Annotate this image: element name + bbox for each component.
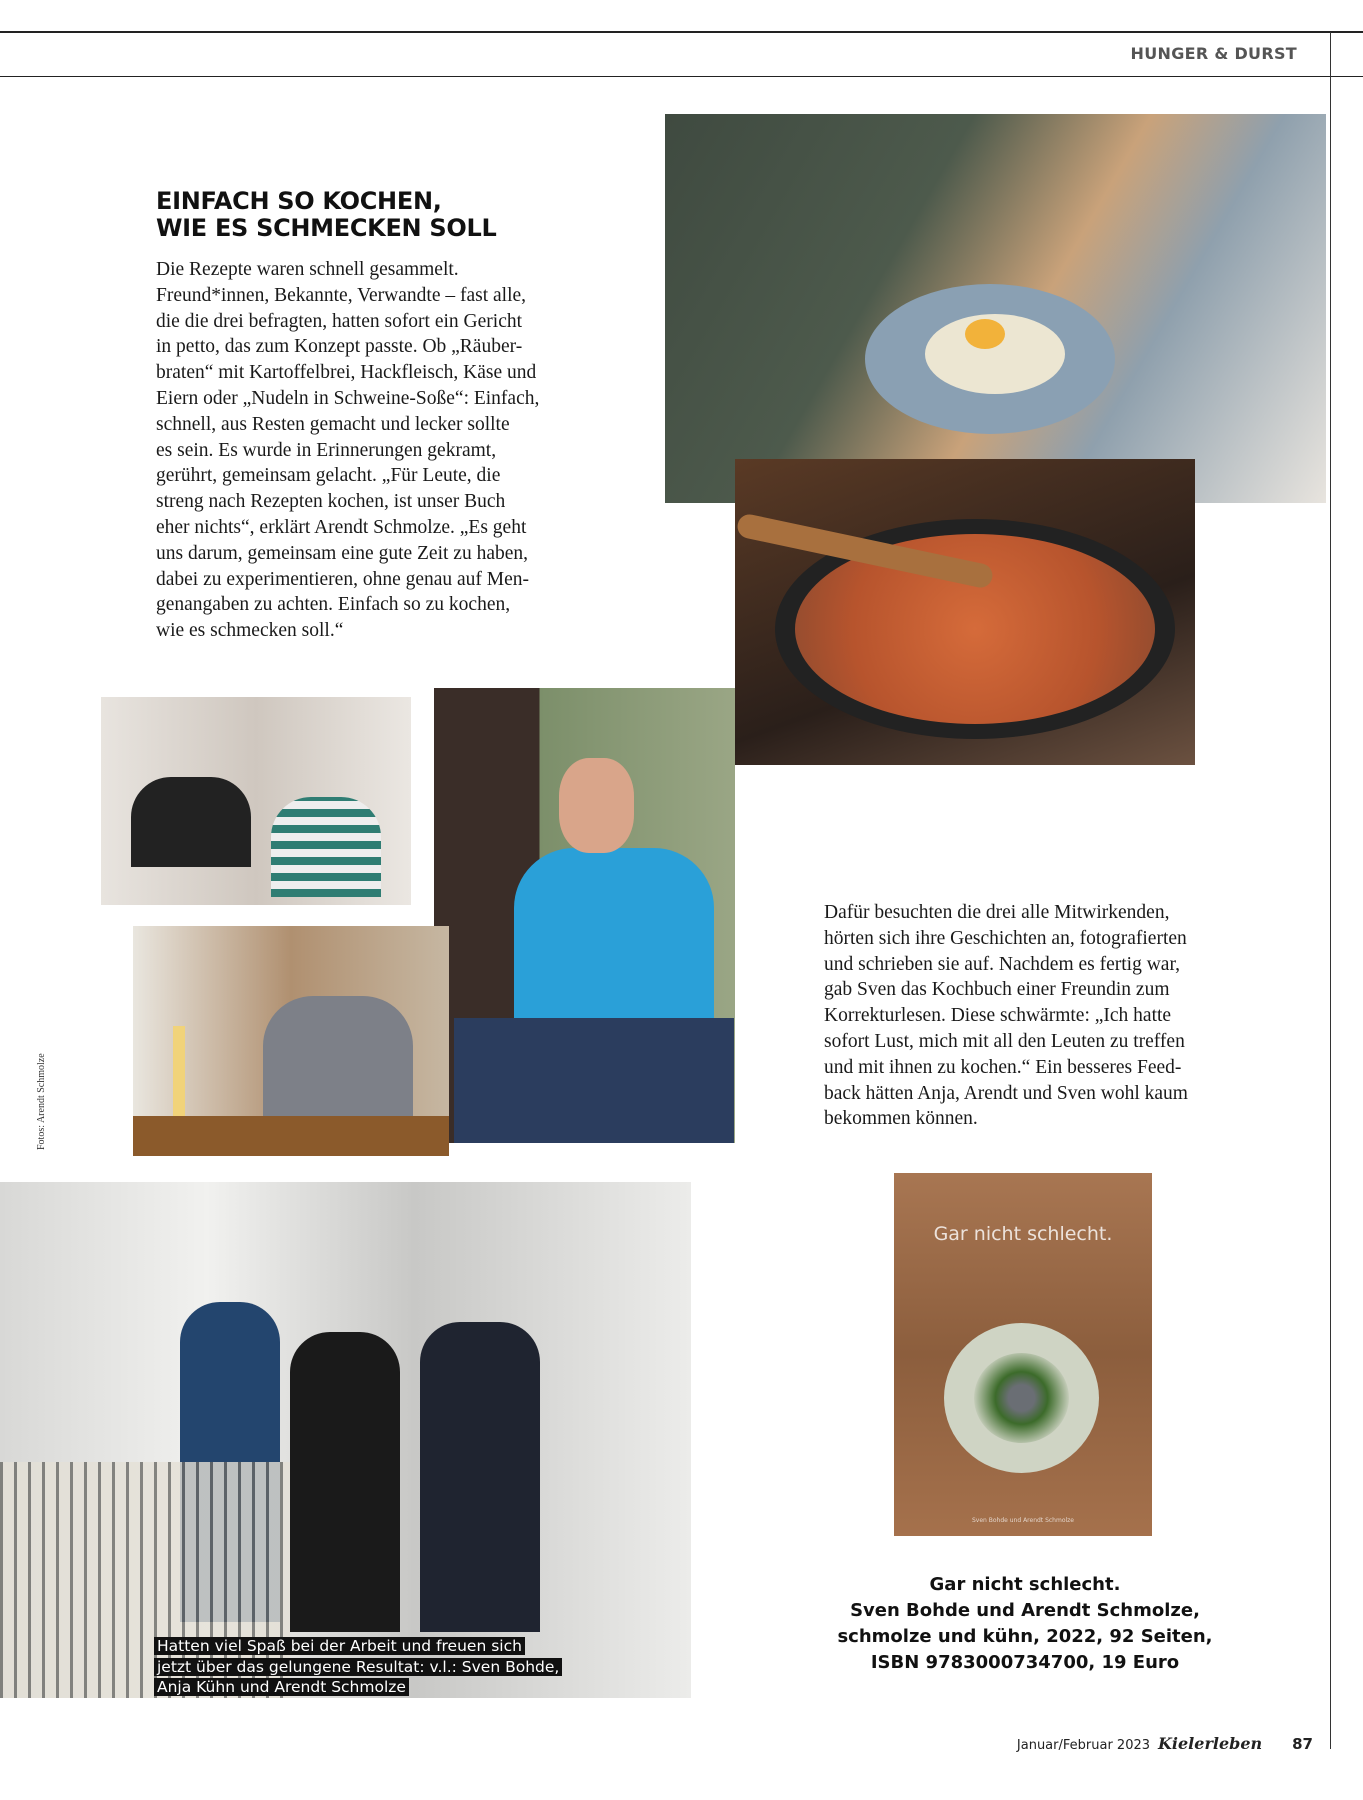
body-text-line: sofort Lust, mich mit all den Leuten zu treffen — [824, 1030, 1185, 1052]
body-text-line: Freund*innen, Bekannte, Verwandte – fast alle, — [156, 284, 527, 306]
body-text-line: hörten sich ihre Geschichten an, fotografierten — [824, 927, 1187, 949]
body-text-line: genangaben zu achten. Einfach so zu kochen, — [156, 594, 511, 616]
body-text-line: Dafür besuchten die drei alle Mitwirkenden, — [824, 902, 1170, 923]
body-text-line: in petto, das zum Konzept passte. Ob „Räuber- — [156, 336, 523, 358]
body-text-line: die die drei befragten, hatten sofort ein Gericht — [156, 310, 523, 332]
issue-date: Januar/Februar 2023 — [1016, 1738, 1151, 1753]
body-text-line: und schrieben sie auf. Nachdem es fertig war, — [824, 953, 1181, 975]
body-text-line: wie es schmecken soll.“ — [156, 620, 344, 642]
article-column-1 — [156, 257, 539, 644]
body-text-line: back hätten Anja, Arendt und Sven wohl kaum — [824, 1082, 1188, 1104]
caption-line: jetzt über das gelungene Resultat: v.l.: Sven Bohde, — [154, 1658, 562, 1676]
photo-vegetable-pan — [735, 459, 1195, 765]
body-text-line: dabei zu experimentieren, ohne genau auf Men- — [156, 568, 530, 590]
book-info-line: ISBN 9783000734700, 19 Euro — [870, 1652, 1180, 1673]
photo-older-man-eating — [434, 688, 735, 1143]
body-text-line: Die Rezepte waren schnell gesammelt. — [156, 259, 459, 280]
book-info — [830, 1572, 1220, 1676]
page-edge-rule — [1330, 32, 1331, 1749]
article-headline — [156, 188, 496, 242]
body-text-line: Korrekturlesen. Diese schwärmte: „Ich hatte — [824, 1005, 1172, 1027]
body-text-line: eher nichts“, erklärt Arendt Schmolze. „Es geht — [156, 516, 527, 538]
photo-man-at-table — [133, 926, 449, 1156]
body-text-line: Eiern oder „Nudeln in Schweine-Soße“: Einfach, — [156, 387, 540, 409]
headline-line: WIE ES SCHMECKEN SOLL — [156, 214, 497, 242]
photo-group-authors — [0, 1182, 691, 1698]
book-cover-title: Gar nicht schlecht. — [933, 1223, 1113, 1245]
body-text-line: gerührt, gemeinsam gelacht. „Für Leute, die — [156, 465, 501, 487]
body-text-line: schnell, aus Resten gemacht und lecker sollte — [156, 413, 510, 435]
body-text-line: braten“ mit Kartoffelbrei, Hackfleisch, Käse und — [156, 362, 537, 384]
body-text-line: streng nach Rezepten kochen, ist unser Buch — [156, 491, 506, 513]
book-info-line: Gar nicht schlecht. — [929, 1574, 1121, 1595]
body-text-line: es sein. Es wurde in Erinnerungen gekramt, — [156, 439, 497, 461]
body-text-line: uns darum, gemeinsam eine gute Zeit zu haben, — [156, 542, 529, 564]
photo-credit: Fotos: Arendt Schmolze — [36, 1053, 47, 1150]
caption-line: Anja Kühn und Arendt Schmolze — [154, 1678, 409, 1696]
photo-woman-and-boy — [101, 697, 411, 905]
article-column-2 — [824, 900, 1188, 1132]
book-info-line: Sven Bohde und Arendt Schmolze, — [850, 1600, 1200, 1621]
body-text-line: gab Sven das Kochbuch einer Freundin zum — [824, 979, 1170, 1001]
photo-caption — [154, 1636, 562, 1698]
book-cover-plate — [944, 1323, 1099, 1473]
photo-eating-egg-dish — [665, 114, 1326, 503]
header-bottom-rule — [0, 76, 1363, 77]
body-text-line: bekommen können. — [824, 1108, 978, 1130]
caption-line: Hatten viel Spaß bei der Arbeit und freuen sich — [154, 1637, 525, 1655]
headline-line: EINFACH SO KOCHEN, — [156, 187, 442, 215]
book-info-line: schmolze und kühn, 2022, 92 Seiten, — [837, 1626, 1213, 1647]
book-cover — [894, 1173, 1152, 1536]
body-text-line: und mit ihnen zu kochen.“ Ein besseres Feed- — [824, 1056, 1182, 1078]
section-label: HUNGER & DURST — [1130, 44, 1297, 63]
page-number: 87 — [1292, 1735, 1313, 1753]
footer — [1017, 1734, 1313, 1753]
header-top-rule — [0, 31, 1363, 33]
book-cover-authors: Sven Bohde und Arendt Schmolze — [971, 1517, 1074, 1524]
magazine-logo: Kielerleben — [1158, 1734, 1263, 1753]
